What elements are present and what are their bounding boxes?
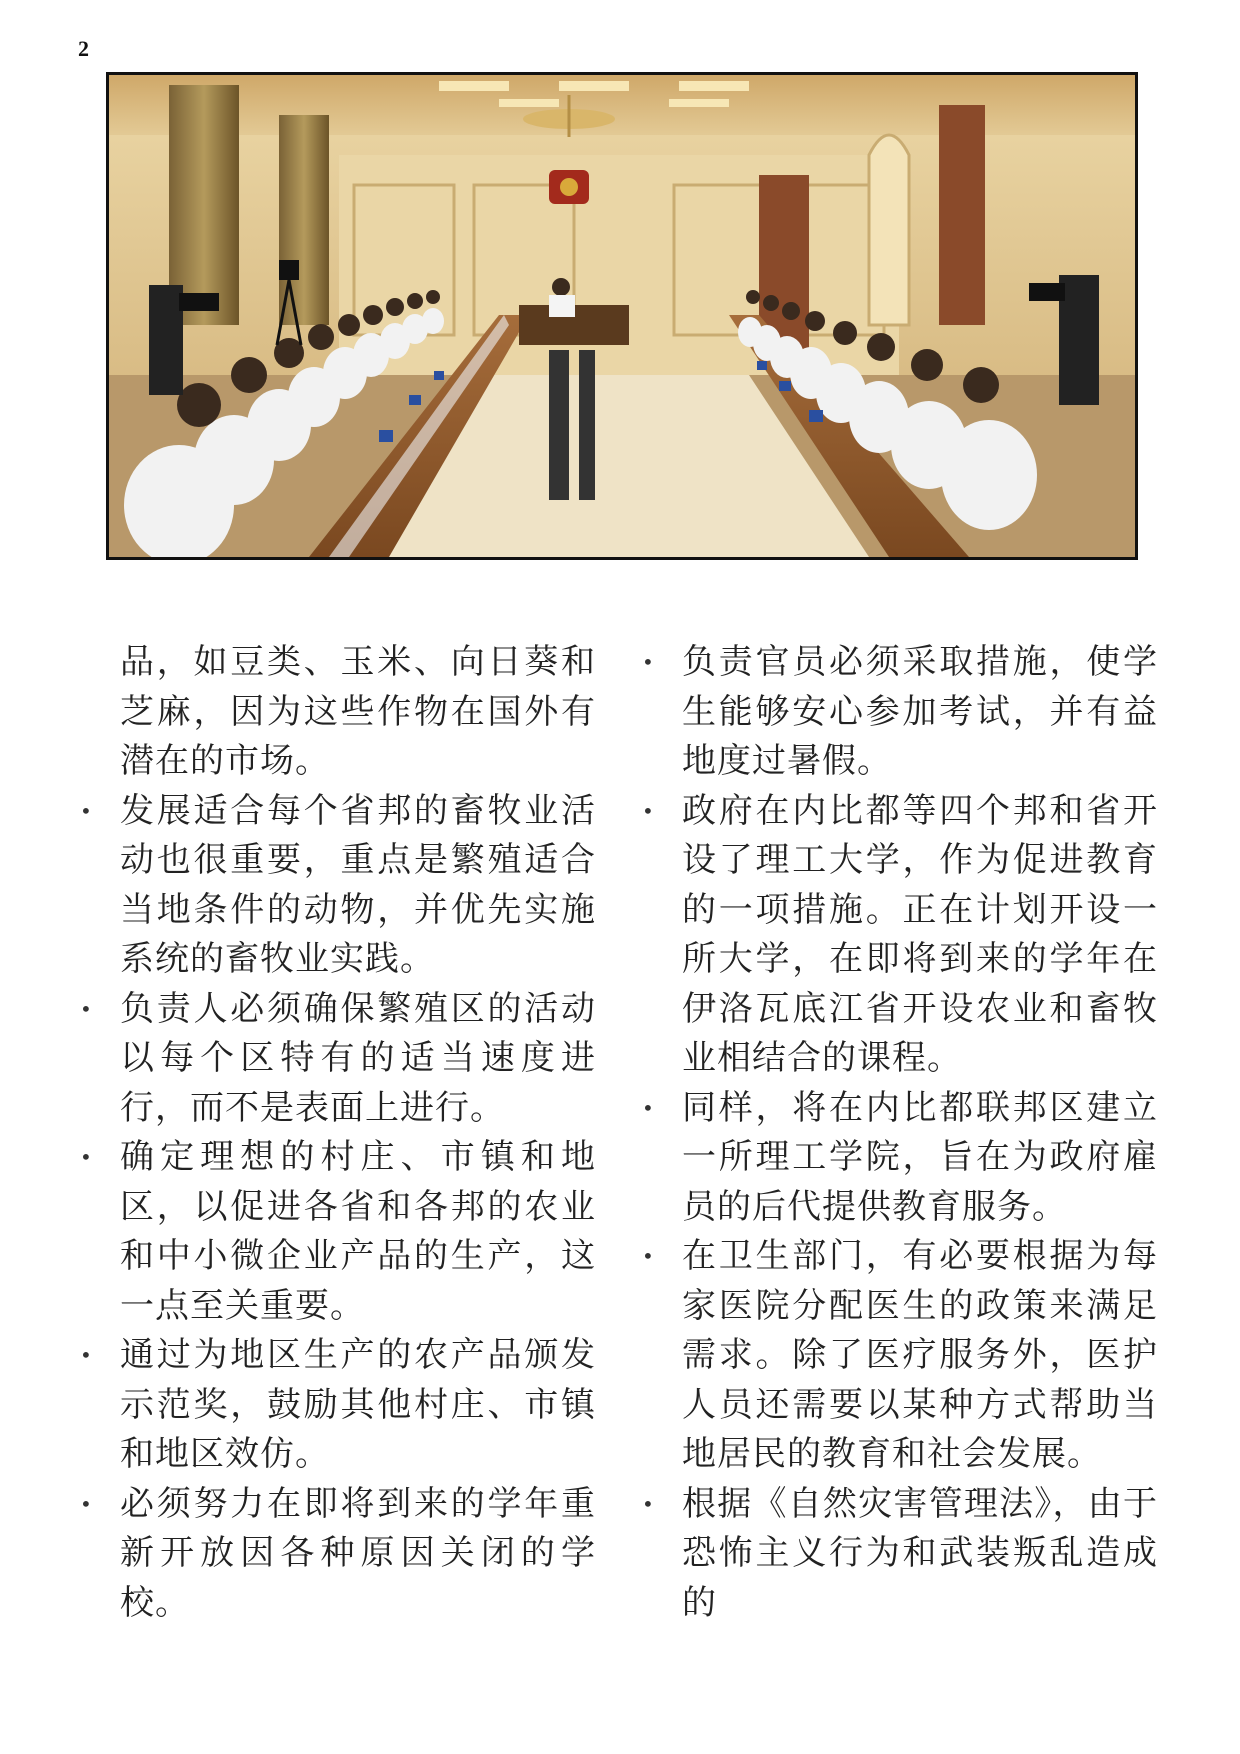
list-item: [638, 1232, 1158, 1480]
list-item: [638, 1084, 1158, 1233]
list-item-text: 发展适合每个省邦的畜牧业活动也很重要，重点是繁殖适合当地条件的动物，并优先实施系统的畜牧业实践。: [120, 790, 596, 979]
list-item: [76, 1133, 596, 1331]
list-item: [638, 787, 1158, 1084]
bullet-icon: •: [642, 650, 655, 674]
bullet-icon: •: [642, 1491, 655, 1516]
list-item: [76, 787, 596, 985]
continuation-text: 品，如豆类、玉米、向日葵和芝麻，因为这些作物在国外有潜在的市场。: [120, 642, 596, 781]
list-item: [638, 638, 1158, 787]
list-item-text: 根据《自然灾害管理法》，由于恐怖主义行为和武装叛乱造成的: [682, 1483, 1158, 1623]
list-item-text: 同样，将在内比都联邦区建立一所理工学院，旨在为政府雇员的后代提供教育服务。: [682, 1087, 1158, 1227]
bullet-icon: •: [642, 798, 655, 823]
list-item: [638, 1480, 1158, 1629]
page-number: 2: [78, 36, 89, 61]
list-item: [76, 1480, 596, 1629]
bullet-icon: •: [80, 1145, 93, 1169]
bullet-icon: •: [80, 798, 93, 823]
bullet-icon: •: [642, 1095, 655, 1120]
continuation-paragraph: [76, 638, 596, 787]
bullet-icon: •: [80, 996, 93, 1021]
list-item: [76, 1331, 596, 1480]
list-item: [76, 985, 596, 1134]
bullet-icon: •: [80, 1491, 93, 1516]
bullet-icon: •: [642, 1244, 655, 1268]
list-item-text: 确定理想的村庄、市镇和地区，以促进各省和各邦的农业和中小微企业产品的生产，这一点至关重要。: [120, 1137, 596, 1326]
list-item-text: 通过为地区生产的农产品颁发示范奖，鼓励其他村庄、市镇和地区效仿。: [120, 1335, 596, 1474]
meeting-photo: [106, 72, 1138, 560]
list-item-text: 政府在内比都等四个邦和省开设了理工大学，作为促进教育的一项措施。正在计划开设一所大学，在即将到来的学年在伊洛瓦底江省开设农业和畜牧业相结合的课程。: [682, 790, 1158, 1078]
right-text-column: [638, 638, 1158, 1628]
list-item-text: 必须努力在即将到来的学年重新开放因各种原因关闭的学校。: [120, 1483, 596, 1623]
list-item-text: 负责官员必须采取措施，使学生能够安心参加考试，并有益地度过暑假。: [682, 642, 1158, 781]
meeting-room-illustration: [109, 75, 1135, 557]
list-item-text: 负责人必须确保繁殖区的活动以每个区特有的适当速度进行，而不是表面上进行。: [120, 988, 596, 1128]
bullet-icon: •: [80, 1343, 93, 1367]
left-text-column: [76, 638, 596, 1628]
list-item-text: 在卫生部门，有必要根据为每家医院分配医生的政策来满足需求。除了医疗服务外，医护人员还需要以某种方式帮助当地居民的教育和社会发展。: [682, 1236, 1158, 1474]
